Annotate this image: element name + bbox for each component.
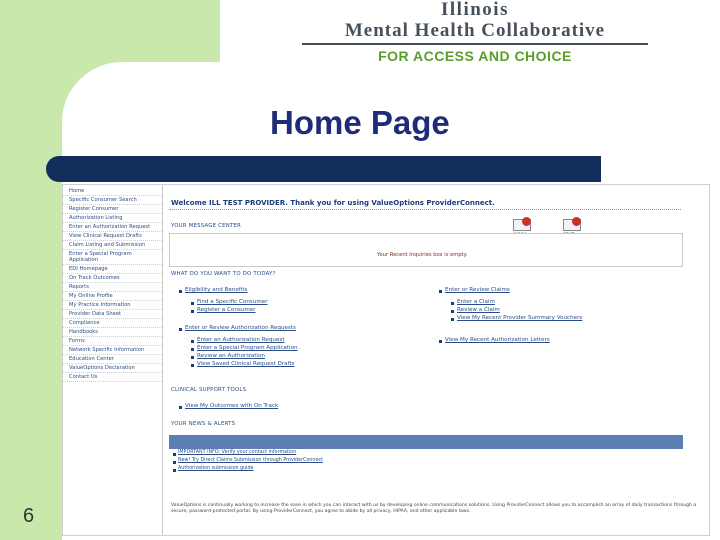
review-claim-link[interactable]: Review a Claim <box>457 307 500 313</box>
logo-rule <box>302 43 648 45</box>
notification-icon <box>572 217 581 226</box>
welcome-divider <box>169 209 681 210</box>
bullet <box>451 318 454 321</box>
bullet <box>439 290 442 293</box>
recent-inquiries-box <box>169 233 683 267</box>
logo-line-2: Mental Health Collaborative <box>344 20 606 41</box>
bullet <box>179 290 182 293</box>
nav-item[interactable]: Register Consumer <box>63 205 162 214</box>
news-link-3[interactable]: Authorization submission guide <box>178 466 254 471</box>
bullet <box>191 310 194 313</box>
notification-icon <box>522 217 531 226</box>
news-bar <box>169 435 683 449</box>
bullet <box>451 302 454 305</box>
what-today-heading: WHAT DO YOU WANT TO DO TODAY? <box>171 271 276 277</box>
nav-item[interactable]: My Online Profile <box>63 292 162 301</box>
nav-item[interactable]: Contact Us <box>63 373 162 382</box>
nav-item[interactable]: My Practice Information <box>63 301 162 310</box>
nav-item[interactable]: Enter a Special Program Application <box>63 250 162 265</box>
nav-item[interactable]: Enter an Authorization Request <box>63 223 162 232</box>
bullet <box>439 340 442 343</box>
eligibility-benefits-link[interactable]: Eligibility and Benefits <box>185 287 248 293</box>
nav-item[interactable]: Education Center <box>63 355 162 364</box>
title-bar <box>46 156 601 182</box>
bullet <box>179 328 182 331</box>
left-nav <box>63 185 163 536</box>
bullet <box>173 461 176 464</box>
vouchers-link[interactable]: View My Recent Provider Summary Vouchers <box>457 315 583 321</box>
on-track-link[interactable]: View My Outcomes with On Track <box>185 403 279 409</box>
bullet <box>451 310 454 313</box>
bullet <box>173 453 176 456</box>
nav-item[interactable]: Reports <box>63 283 162 292</box>
enter-claim-link[interactable]: Enter a Claim <box>457 299 495 305</box>
clinical-drafts-link[interactable]: View Saved Clinical Request Drafts <box>197 361 295 367</box>
enter-review-claims-link[interactable]: Enter or Review Claims <box>445 287 510 293</box>
nav-item[interactable]: Network Specific Information <box>63 346 162 355</box>
collaborative-logo <box>290 0 660 64</box>
bullet <box>191 302 194 305</box>
welcome-message: Welcome ILL TEST PROVIDER. Thank you for using ValueOptions ProviderConnect. <box>171 199 495 207</box>
nav-item[interactable]: Specific Consumer Search <box>63 196 162 205</box>
review-authorization-link[interactable]: Review an Authorization <box>197 353 265 359</box>
find-consumer-link[interactable]: Find a Specific Consumer <box>197 299 268 305</box>
nav-item[interactable]: Claim Listing and Submission <box>63 241 162 250</box>
bullet <box>179 406 182 409</box>
slide-number: 6 <box>23 505 35 527</box>
logo-tagline: FOR ACCESS AND CHOICE <box>378 48 572 64</box>
news-link-1[interactable]: IMPORTANT INFO: Verify your contact information <box>178 450 297 455</box>
nav-item[interactable]: Authorization Listing <box>63 214 162 223</box>
bullet <box>173 469 176 472</box>
news-link-2[interactable]: New! Try Direct Claims Submission through ProviderConnect <box>178 458 323 463</box>
register-consumer-link[interactable]: Register a Consumer <box>197 307 256 313</box>
bullet <box>191 364 194 367</box>
nav-item[interactable]: Home <box>63 187 162 196</box>
bullet <box>191 356 194 359</box>
clinical-tools-heading: CLINICAL SUPPORT TOOLS <box>171 387 247 393</box>
bullet <box>191 340 194 343</box>
provider-connect-screenshot <box>62 184 710 536</box>
footer-disclaimer: ValueOptions is continually working to increase the ease in which you can interact with us by developing online communications solutions. Using ProviderConnect allows you to accomplish an array of daily transactions through a secure, password-protected portal. By using ProviderConnect, you agree to abide by all privacy, HIPAA, and other applicable laws. <box>171 503 697 514</box>
slide-title: Home Page <box>270 104 450 141</box>
logo-line-1: Illinois <box>441 0 509 20</box>
left-band <box>0 0 62 540</box>
nav-item[interactable]: On Track Outcomes <box>63 274 162 283</box>
nav-item[interactable]: Forms <box>63 337 162 346</box>
nav-item[interactable]: Provider Data Sheet <box>63 310 162 319</box>
nav-item[interactable]: View Clinical Request Drafts <box>63 232 162 241</box>
news-alerts-heading: YOUR NEWS & ALERTS <box>171 421 236 427</box>
enter-authorization-link[interactable]: Enter an Authorization Request <box>197 337 285 343</box>
authorization-letters-link[interactable]: View My Recent Authorization Letters <box>445 337 550 343</box>
nav-item[interactable]: Handbooks <box>63 328 162 337</box>
authorization-requests-link[interactable]: Enter or Review Authorization Requests <box>185 325 296 331</box>
nav-item[interactable]: Compliance <box>63 319 162 328</box>
main-content <box>169 185 709 536</box>
inquiries-empty-text: Your Recent Inquiries box is empty. <box>377 252 468 258</box>
message-center-heading: YOUR MESSAGE CENTER <box>171 223 241 229</box>
nav-item[interactable]: EDI Homepage <box>63 265 162 274</box>
nav-item[interactable]: ValueOptions Declaration <box>63 364 162 373</box>
special-program-link[interactable]: Enter a Special Program Application <box>197 345 298 351</box>
bullet <box>191 348 194 351</box>
